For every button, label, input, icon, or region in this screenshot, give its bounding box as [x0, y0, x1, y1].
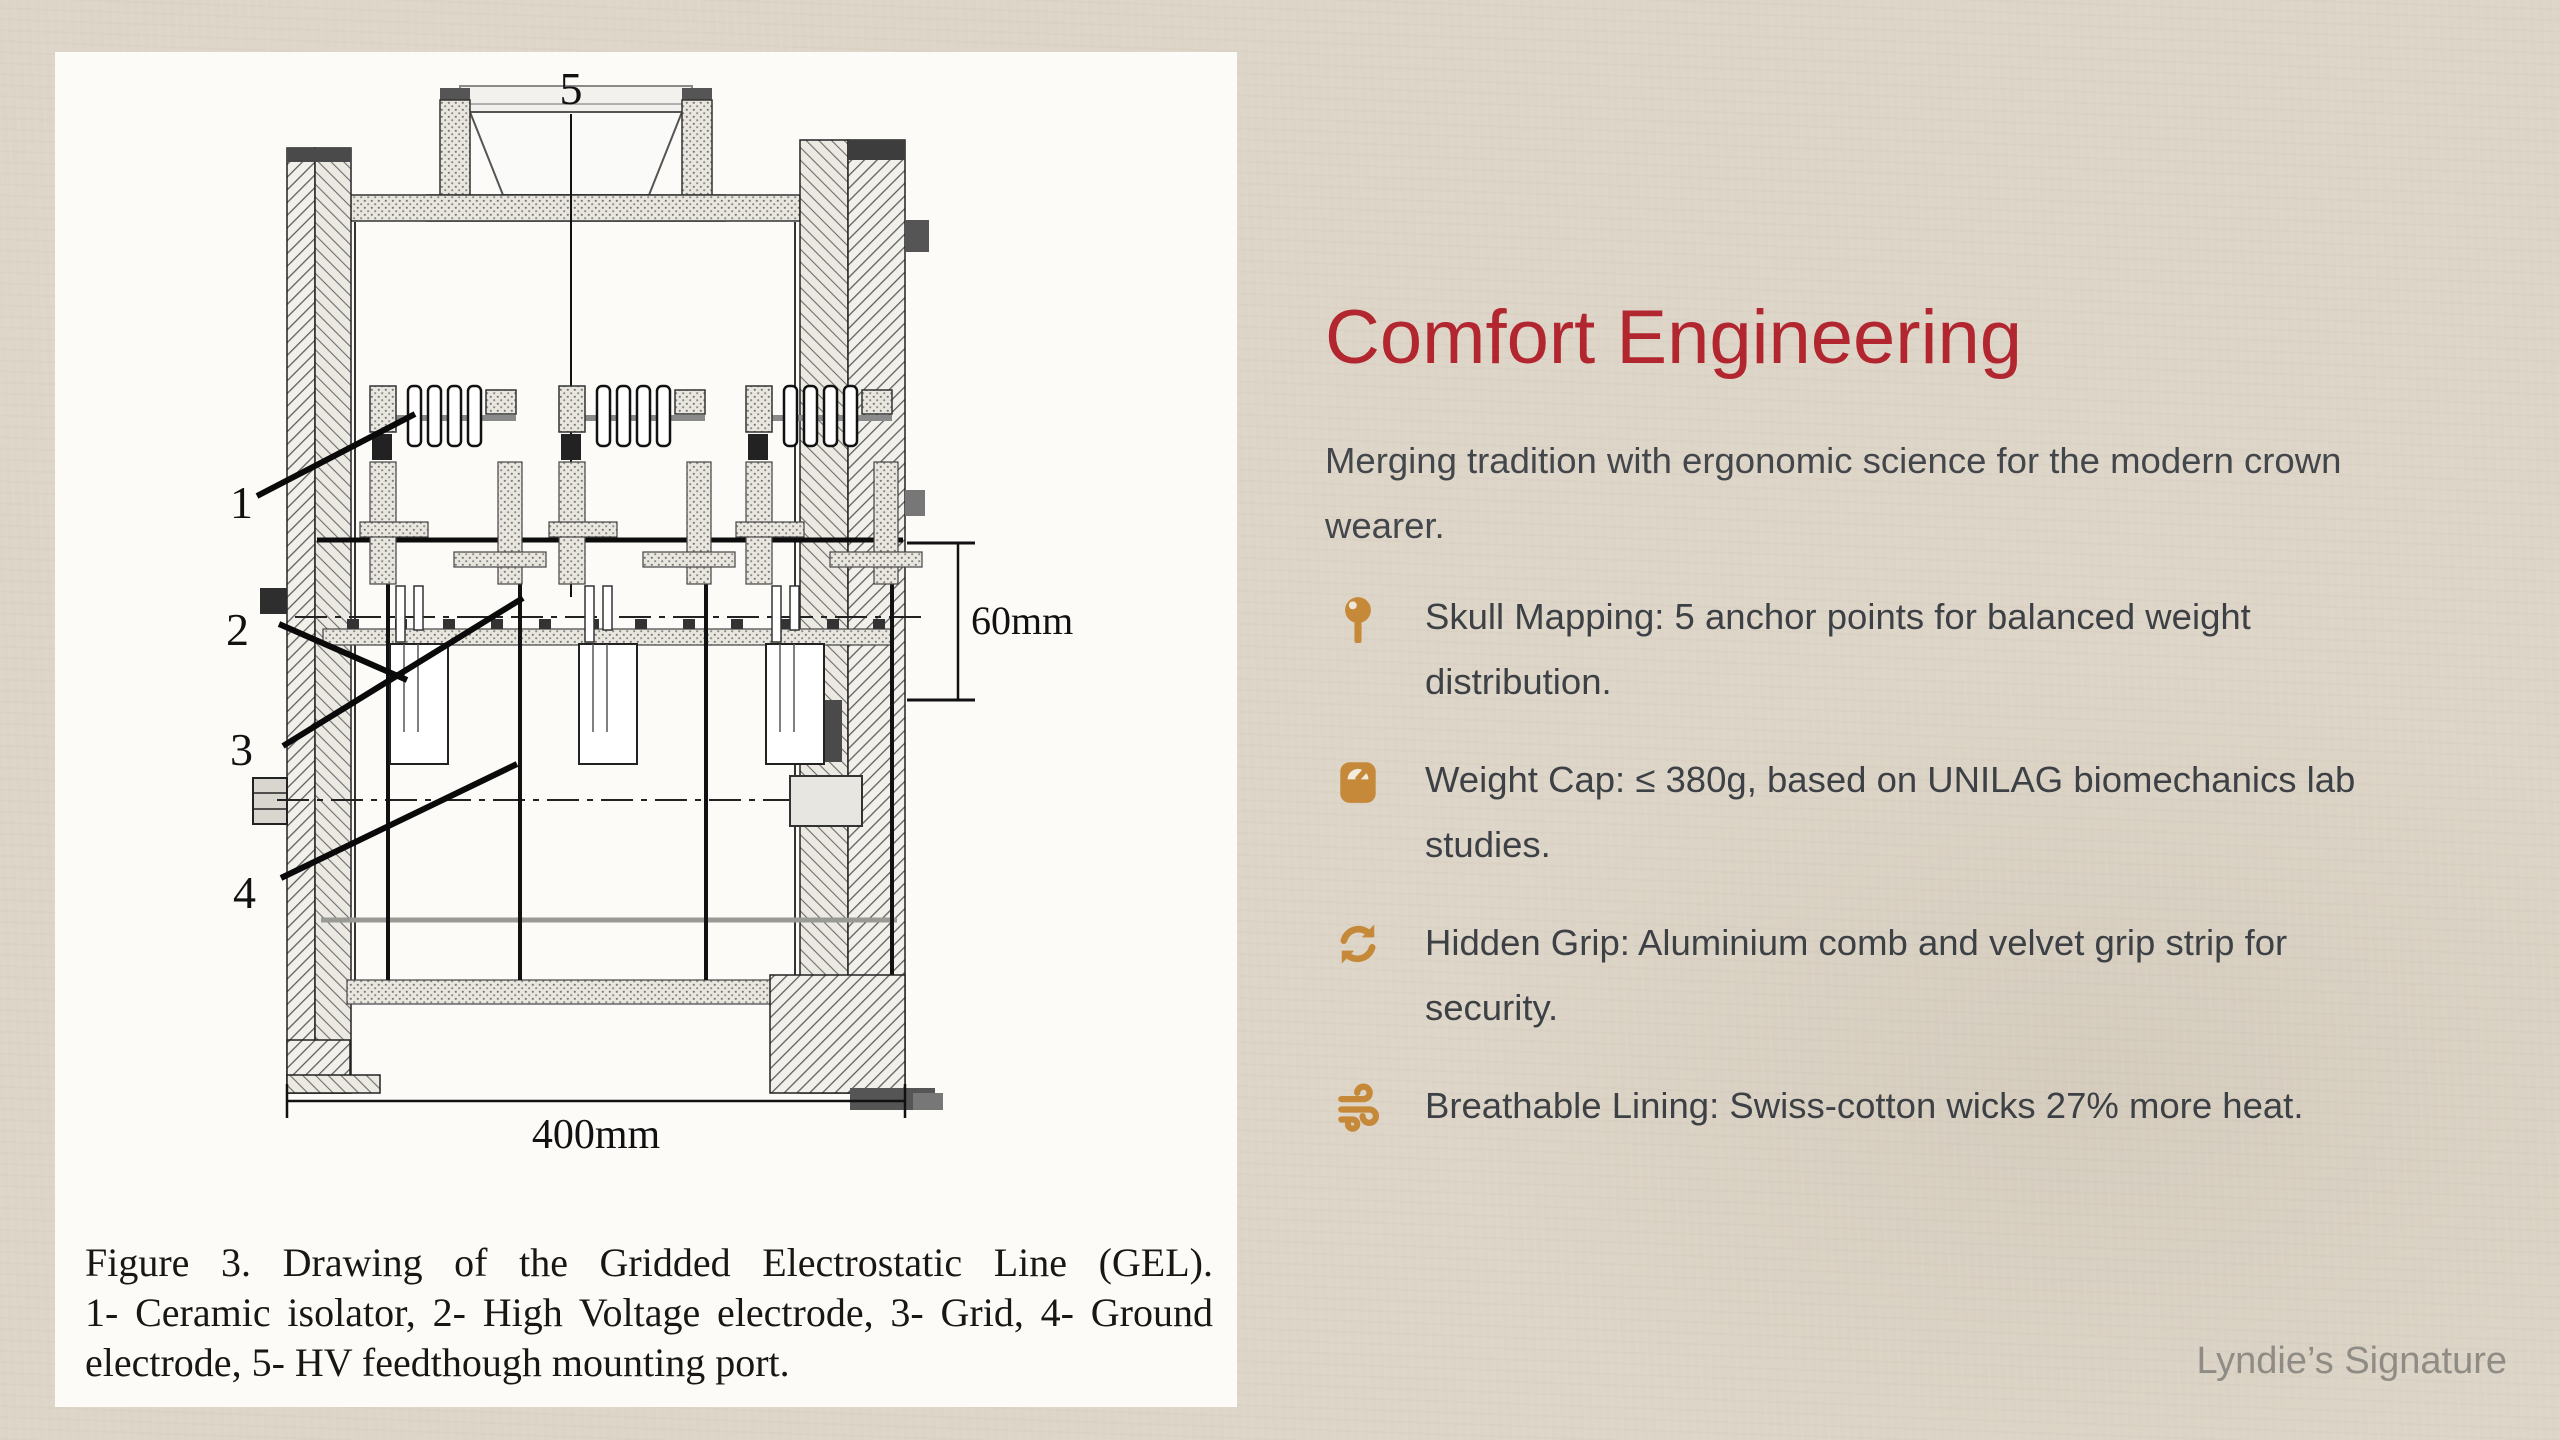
figure-caption [85, 1238, 1213, 1388]
list-item-text: Breathable Lining: Swiss-cotton wicks 27% more heat. [1425, 1084, 2304, 1126]
caption-line: 1- Ceramic isolator, 2- High Voltage electrode, 3- Grid, 4- Ground [85, 1290, 1213, 1335]
dimension-60mm [907, 543, 1073, 700]
sync-icon [1333, 919, 1383, 969]
slide-content [1325, 296, 2510, 1154]
figure-label-4: 4 [233, 867, 256, 918]
dimension-60mm-label: 60mm [971, 598, 1074, 643]
list-item-text: Weight Cap: ≤ 380g, based on UNILAG biomechanics lab studies. [1425, 758, 2356, 865]
slide-title: Comfort Engineering [1325, 295, 2023, 380]
figure-label-5: 5 [559, 63, 583, 114]
wind-icon [1333, 1082, 1383, 1132]
list-item [1325, 1073, 2510, 1138]
caption-line: Figure 3. Drawing of the Gridded Electrostatic Line (GEL). [85, 1240, 1213, 1285]
figure-label-1: 1 [230, 477, 253, 528]
map-pin-icon [1333, 593, 1383, 643]
feature-list [1325, 584, 2510, 1138]
list-item-text: Hidden Grip: Aluminium comb and velvet grip strip for security. [1425, 921, 2288, 1028]
figure-label-3: 3 [230, 724, 253, 775]
dimension-400mm [287, 1084, 905, 1158]
list-item [1325, 747, 2510, 877]
figure-label-2: 2 [226, 604, 249, 655]
list-item [1325, 584, 2510, 714]
slide-subtitle: Merging tradition with ergonomic science for the modern crown wearer. [1325, 439, 2342, 546]
vessel-top-plate [350, 195, 800, 221]
caption-line: electrode, 5- HV feedthough mounting port. [85, 1340, 790, 1385]
list-item [1325, 910, 2510, 1040]
weight-scale-icon [1333, 756, 1383, 806]
signature-text: Lyndie’s Signature [2196, 1340, 2507, 1382]
dimension-400mm-label: 400mm [531, 1112, 661, 1158]
technical-drawing [55, 52, 1237, 1238]
figure-panel [55, 52, 1237, 1407]
left-flange [253, 148, 355, 1093]
list-item-text: Skull Mapping: 5 anchor points for balanced weight distribution. [1425, 595, 2251, 702]
